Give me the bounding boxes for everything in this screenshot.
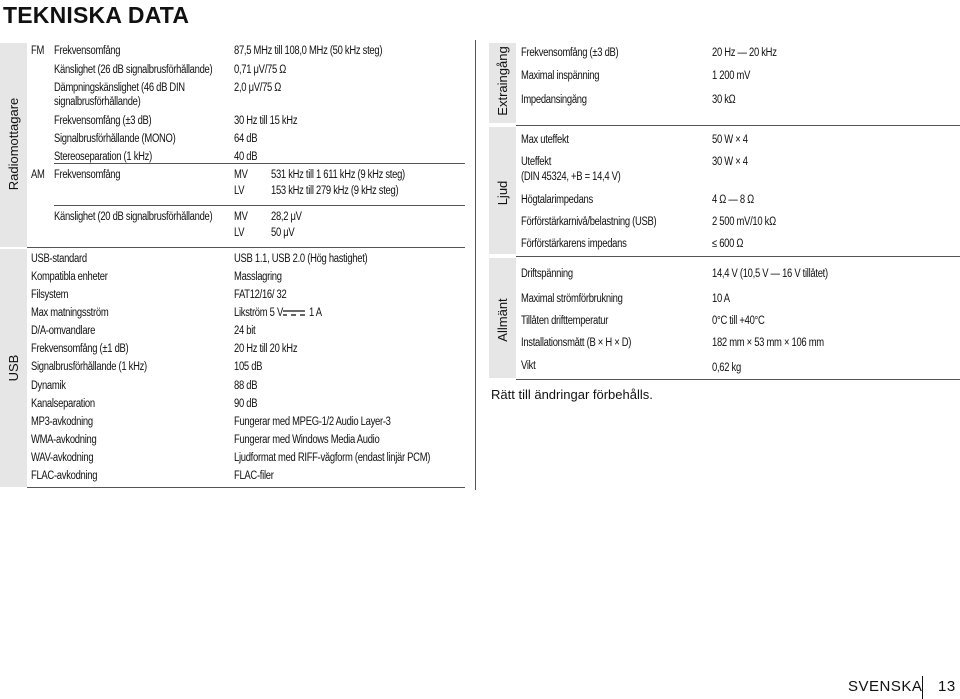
am-sens-band: LV bbox=[234, 227, 245, 239]
am-freq-label: Frekvensomfång bbox=[54, 169, 121, 181]
allmant-row-value: 0,62 kg bbox=[712, 362, 741, 374]
usb-row-label: WMA-avkodning bbox=[31, 434, 97, 446]
fm-row-value: 40 dB bbox=[234, 151, 258, 163]
fm-row-value: 64 dB bbox=[234, 133, 258, 145]
ljud-row-label: Förförstärkarens impedans bbox=[521, 238, 627, 250]
usb-row-label: Filsystem bbox=[31, 289, 69, 301]
am-sens-label: Känslighet (20 dB signalbrusförhållande) bbox=[54, 211, 213, 223]
usb-row-label: Frekvensomfång (±1 dB) bbox=[31, 343, 129, 355]
extra-row-value: 20 Hz — 20 kHz bbox=[712, 47, 777, 59]
dc-symbol-icon bbox=[281, 308, 307, 318]
usb-row-value: 20 Hz till 20 kHz bbox=[234, 343, 298, 355]
ljud-row-label-cont: (DIN 45324, +B = 14,4 V) bbox=[521, 171, 621, 183]
extra-section-label: Extraingång bbox=[495, 46, 510, 116]
am-sens-value: 50 μV bbox=[271, 227, 295, 239]
am-freq-band: MV bbox=[234, 169, 248, 181]
ljud-row-label: Max uteffekt bbox=[521, 134, 569, 146]
usb-section-label: USB bbox=[6, 354, 21, 382]
extra-row-label: Frekvensomfång (±3 dB) bbox=[521, 47, 619, 59]
usb-row-value: Masslagring bbox=[234, 271, 282, 283]
usb-row-label: MP3-avkodning bbox=[31, 416, 93, 428]
ljud-row-value: 30 W × 4 bbox=[712, 156, 748, 168]
usb-row-value: FLAC-filer bbox=[234, 470, 274, 482]
ljud-row-label: Förförstärkarnivå/belastning (USB) bbox=[521, 216, 657, 228]
usb-row-label: D/A-omvandlare bbox=[31, 325, 96, 337]
change-notice: Rätt till ändringar förbehålls. bbox=[491, 387, 653, 402]
ljud-row-value: 4 Ω — 8 Ω bbox=[712, 194, 754, 206]
extra-row-value: 30 kΩ bbox=[712, 94, 736, 106]
extra-ljud-divider bbox=[516, 125, 960, 126]
ljud-row-value: 2 500 mV/10 kΩ bbox=[712, 216, 776, 228]
page-title: TEKNISKA DATA bbox=[3, 2, 190, 28]
usb-row-value: 90 dB bbox=[234, 398, 258, 410]
allmant-row-label: Driftspänning bbox=[521, 268, 573, 280]
am-freq-value: 531 kHz till 1 611 kHz (9 kHz steg) bbox=[271, 169, 405, 181]
usb-row-value: 105 dB bbox=[234, 361, 263, 373]
allmant-row-label: Installationsmått (B × H × D) bbox=[521, 337, 632, 349]
allmant-row-value: 0°C till +40°C bbox=[712, 315, 765, 327]
usb-row-label: Max matningsström bbox=[31, 307, 109, 319]
allmant-bottom-rule bbox=[516, 379, 960, 380]
fm-row-label: Frekvensomfång (±3 dB) bbox=[54, 115, 152, 127]
usb-row-label: USB-standard bbox=[31, 253, 87, 265]
fm-row-label: Frekvensomfång bbox=[54, 45, 121, 57]
am-sens-value: 28,2 μV bbox=[271, 211, 302, 223]
allmant-row-value: 10 A bbox=[712, 293, 730, 305]
allmant-row-label: Tillåten drifttemperatur bbox=[521, 315, 609, 327]
extra-row-label: Maximal inspänning bbox=[521, 70, 600, 82]
allmant-row-label: Vikt bbox=[521, 360, 536, 372]
usb-row-label: Signalbrusförhållande (1 kHz) bbox=[31, 361, 147, 373]
usb-row-label: Dynamik bbox=[31, 380, 66, 392]
fm-row-value: 87,5 MHz till 108,0 MHz (50 kHz steg) bbox=[234, 45, 383, 57]
fm-row-value: 2,0 μV/75 Ω bbox=[234, 82, 282, 94]
fm-row-label-cont: signalbrusförhållande) bbox=[54, 96, 141, 108]
fm-row-label: Känslighet (26 dB signalbrusförhållande) bbox=[54, 64, 213, 76]
ljud-row-label: Högtalarimpedans bbox=[521, 194, 593, 206]
allmant-row-label: Maximal strömförbrukning bbox=[521, 293, 623, 305]
ljud-row-value: ≤ 600 Ω bbox=[712, 238, 744, 250]
fm-row-label: Stereoseparation (1 kHz) bbox=[54, 151, 152, 163]
extra-row-label: Impedansingång bbox=[521, 94, 587, 106]
usb-row-value: Ljudformat med RIFF-vågform (endast linjär PCM) bbox=[234, 452, 431, 464]
fm-row-label: Dämpningskänslighet (46 dB DIN bbox=[54, 82, 185, 94]
am-sens-band: MV bbox=[234, 211, 248, 223]
extra-row-value: 1 200 mV bbox=[712, 70, 751, 82]
allmant-row-value: 14,4 V (10,5 V — 16 V tillåtet) bbox=[712, 268, 828, 280]
am-freq-band: LV bbox=[234, 185, 245, 197]
usb-row-value: FAT12/16/ 32 bbox=[234, 289, 287, 301]
am-band-label: AM bbox=[31, 169, 45, 181]
usb-row-value: Likström 5 V bbox=[234, 307, 283, 319]
usb-row-value: 24 bit bbox=[234, 325, 256, 337]
fm-row-value: 0,71 μV/75 Ω bbox=[234, 64, 287, 76]
allmant-row-value: 182 mm × 53 mm × 106 mm bbox=[712, 337, 824, 349]
ljud-section-label: Ljud bbox=[495, 180, 510, 206]
usb-row-label: Kanalseparation bbox=[31, 398, 95, 410]
ljud-allmant-divider bbox=[516, 256, 960, 257]
fm-row-value: 30 Hz till 15 kHz bbox=[234, 115, 298, 127]
usb-row-label: Kompatibla enheter bbox=[31, 271, 108, 283]
usb-row-value: Fungerar med MPEG-1/2 Audio Layer-3 bbox=[234, 416, 391, 428]
usb-row-label: FLAC-avkodning bbox=[31, 470, 98, 482]
radio-divider bbox=[27, 247, 465, 248]
page-number: 13 bbox=[938, 678, 956, 695]
am-freq-divider bbox=[54, 205, 465, 206]
usb-bottom-rule bbox=[27, 487, 465, 488]
footer-language: SVENSKA bbox=[848, 678, 923, 695]
radio-section-label: Radiomottagare bbox=[6, 97, 21, 191]
ljud-row-label: Uteffekt bbox=[521, 156, 552, 168]
allmant-section-label: Allmänt bbox=[495, 298, 510, 342]
usb-row-value: USB 1.1, USB 2.0 (Hög hastighet) bbox=[234, 253, 368, 265]
fm-row-label: Signalbrusförhållande (MONO) bbox=[54, 133, 176, 145]
usb-row-value-suffix: 1 A bbox=[309, 307, 322, 319]
fm-band-label: FM bbox=[31, 45, 45, 57]
usb-row-value: 88 dB bbox=[234, 380, 258, 392]
ljud-row-value: 50 W × 4 bbox=[712, 134, 748, 146]
usb-row-value: Fungerar med Windows Media Audio bbox=[234, 434, 380, 446]
center-divider bbox=[475, 40, 476, 490]
am-freq-value: 153 kHz till 279 kHz (9 kHz steg) bbox=[271, 185, 399, 197]
usb-row-label: WAV-avkodning bbox=[31, 452, 94, 464]
footer-divider bbox=[922, 676, 923, 699]
